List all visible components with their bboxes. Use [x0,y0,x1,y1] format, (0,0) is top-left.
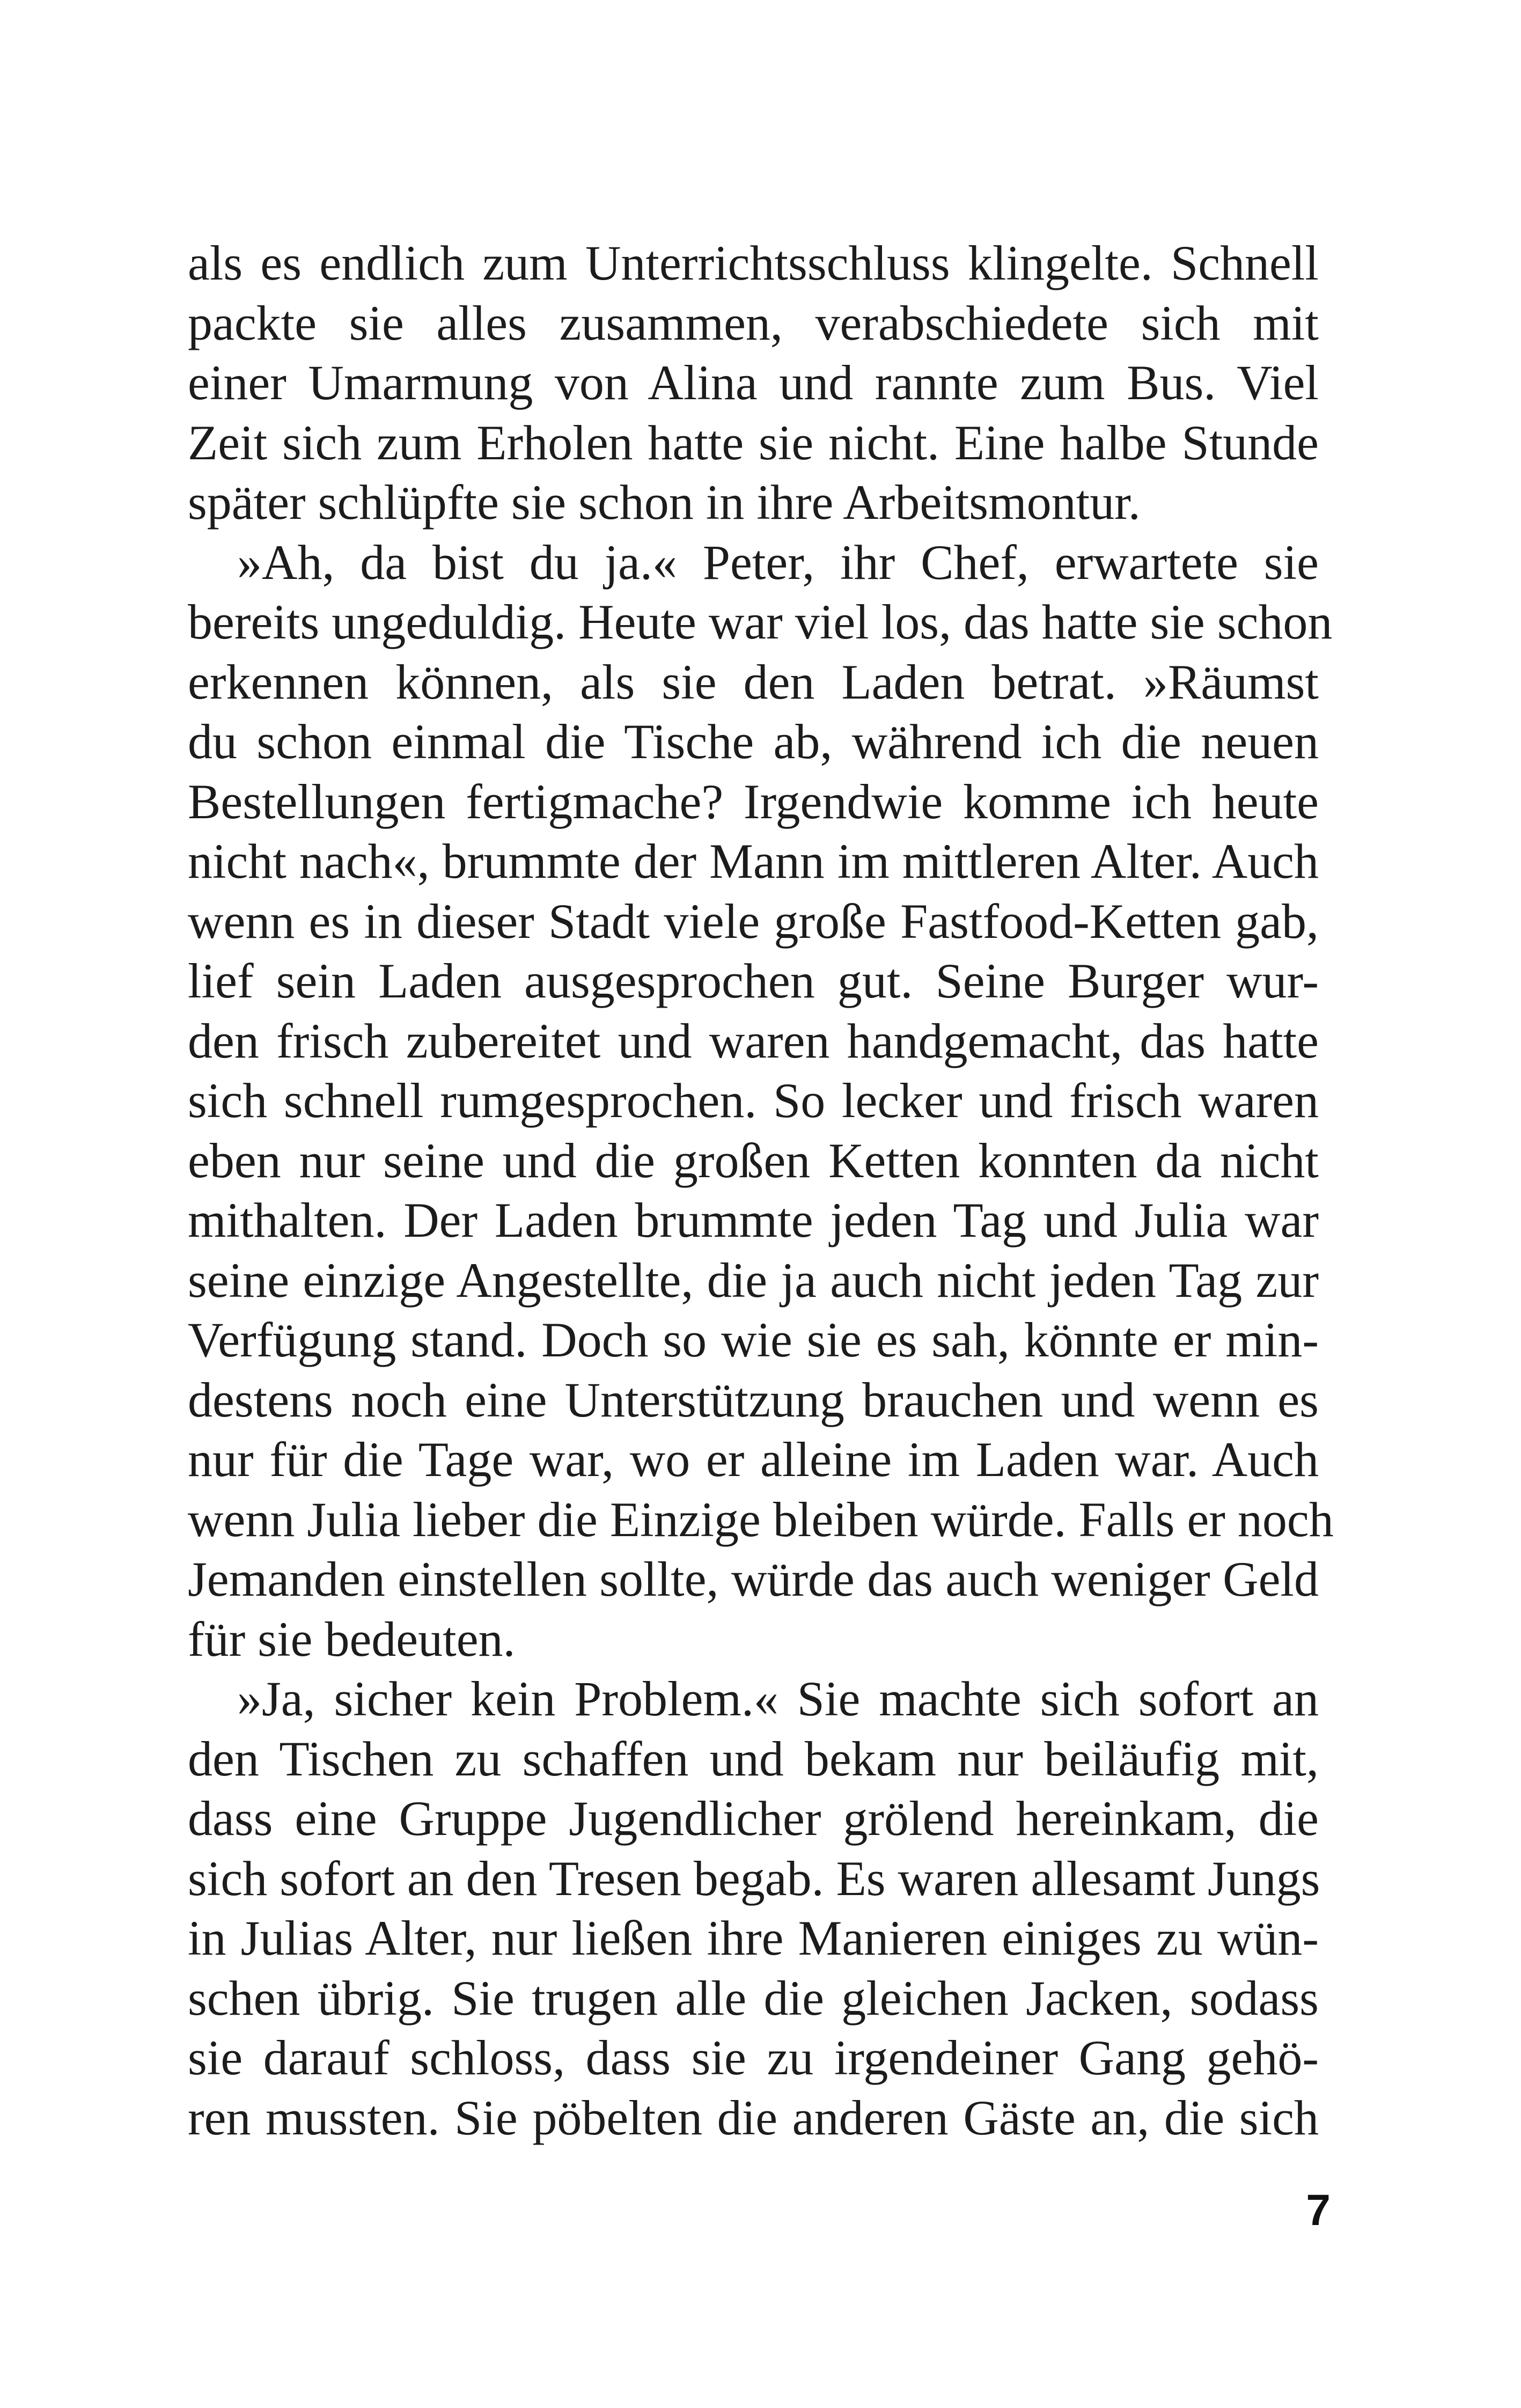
text-line: dass eine Gruppe Jugendlicher grölend hereinkam, die [188,1791,1319,1846]
text-line: »Ja, sicher kein Problem.« Sie machte sich sofort an [237,1671,1319,1726]
page-number: 7 [1306,2186,1331,2235]
text-line: sich schnell rumgesprochen. So lecker und frisch waren [188,1073,1319,1128]
paragraph [188,1669,1319,2148]
text-line: als es endlich zum Unterrichtsschluss klingelte. Schnell [188,236,1319,290]
text-line: erkennen können, als sie den Laden betrat. »Räumst [188,654,1319,709]
text-line: Zeit sich zum Erholen hatte sie nicht. Eine halbe Stunde [188,415,1319,470]
text-line: lief sein Laden ausgesprochen gut. Seine Burger wur- [188,953,1319,1008]
text-line: schen übrig. Sie trugen alle die gleichen Jacken, sodass [188,1970,1319,2025]
text-line: Bestellungen fertigmache? Irgendwie komme ich heute [188,774,1319,829]
text-line: den Tischen zu schaffen und bekam nur beiläufig mit, [188,1731,1319,1786]
paragraph [188,233,1319,533]
text-line: eben nur seine und die großen Ketten konnten da nicht [188,1133,1319,1188]
text-line: sie darauf schloss, dass sie zu irgendeiner Gang gehö- [188,2030,1319,2085]
body-text [188,233,1334,2148]
paragraph [188,533,1334,1670]
text-line: packte sie alles zusammen, verabschiedete sich mit [188,295,1319,350]
text-line: nur für die Tage war, wo er alleine im Laden war. Auch [188,1432,1319,1487]
text-line: seine einzige Angestellte, die ja auch nicht jeden Tag zur [188,1252,1319,1308]
text-line: destens noch eine Unterstützung brauchen und wenn es [188,1372,1319,1427]
text-line: mithalten. Der Laden brummte jeden Tag und Julia war [188,1193,1319,1247]
text-line: du schon einmal die Tische ab, während ich die neuen [188,714,1319,769]
text-line: wenn es in dieser Stadt viele große Fastfood-Ketten gab, [188,893,1319,949]
text-line: Verfügung stand. Doch so wie sie es sah, könnte er min- [188,1312,1319,1367]
text-line: »Ah, da bist du ja.« Peter, ihr Chef, erwartete sie [237,534,1319,590]
text-line: später schlüpfte sie schon in ihre Arbeitsmontur. [188,475,1141,530]
text-line: bereits ungeduldig. Heute war viel los, das hatte sie schon [188,594,1333,649]
text-line: für sie bedeuten. [188,1611,516,1666]
text-line: einer Umarmung von Alina und rannte zum Bus. Viel [188,355,1319,410]
text-line: Jemanden einstellen sollte, würde das auch weniger Geld [188,1552,1319,1606]
text-line: in Julias Alter, nur ließen ihre Manieren einiges zu wün- [188,1911,1319,1965]
text-line: sich sofort an den Tresen begab. Es waren allesamt Jungs [188,1851,1320,1906]
text-line: den frisch zubereitet und waren handgemacht, das hatte [188,1013,1319,1068]
text-line: nicht nach«, brummte der Mann im mittleren Alter. Auch [188,834,1319,889]
text-line: ren mussten. Sie pöbelten die anderen Gäste an, die sich [188,2090,1319,2145]
text-line: wenn Julia lieber die Einzige bleiben würde. Falls er noch [188,1492,1334,1547]
